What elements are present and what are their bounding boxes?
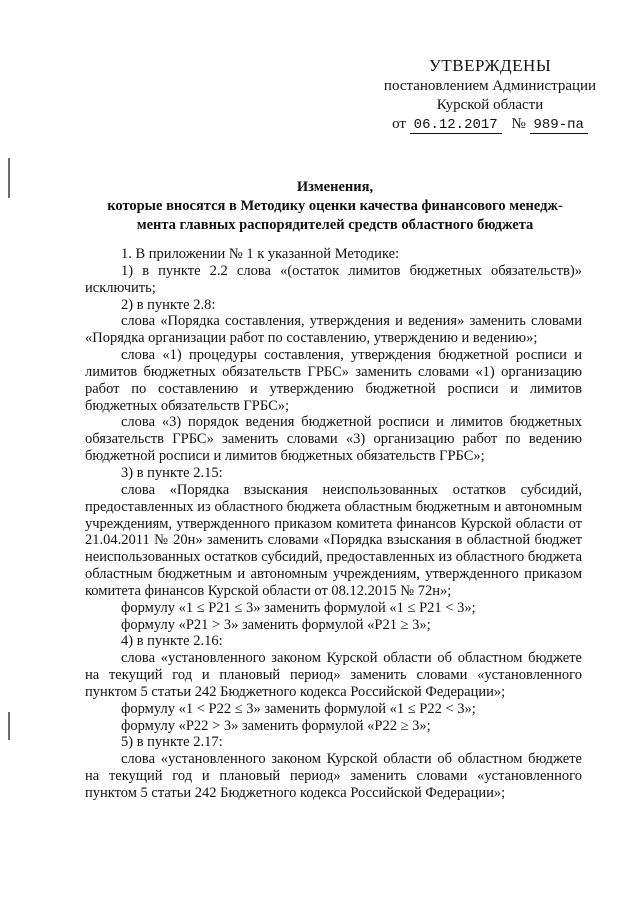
title-line-1: Изменения, <box>296 179 374 195</box>
title-line-3: мента главных распорядителей средств областного бюджета <box>136 217 534 233</box>
paragraph: слова «3) порядок ведения бюджетной росписи и лимитов бюджетных обязательств ГРБС» заменить словами «3) организацию работ по ведению бюджетной росписи и лимитов бюджетных обязательств ГРБС»; <box>85 414 582 465</box>
paragraph: слова «1) процедуры составления, утверждения бюджетной росписи и лимитов бюджетных обязательств ГРБС» заменить словами «1) организацию работ по составлению и утверждению бюджетной росписи и лимитов бюджетных обязательств ГРБС»; <box>85 347 582 414</box>
scan-mark-lower <box>8 712 10 740</box>
paragraph: 1) в пункте 2.2 слова «(остаток лимитов бюджетных обязательств)» исключить; <box>85 262 582 296</box>
approval-region: Курской области <box>436 97 544 113</box>
title-line-2: которые вносятся в Методику оценки качества финансового менедж- <box>107 198 563 214</box>
approval-date: 06.12.2017 <box>410 117 502 134</box>
paragraph: 5) в пункте 2.17: <box>121 734 223 751</box>
paragraph: формулу «P21 > 3» заменить формулой «P21 ≥ 3»; <box>121 616 431 633</box>
paragraph: 1. В приложении № 1 к указанной Методике: <box>121 246 400 262</box>
paragraph: 4) в пункте 2.16: <box>121 633 223 650</box>
approval-stamp <box>360 56 620 135</box>
approval-heading: УТВЕРЖДЕНЫ <box>428 56 552 75</box>
document-title <box>80 178 590 235</box>
paragraph: формулу «1 ≤ P21 ≤ 3» заменить формулой «1 ≤ P21 < 3»; <box>121 599 476 616</box>
paragraph: формулу «P22 > 3» заменить формулой «P22 ≥ 3»; <box>121 717 431 734</box>
paragraph: формулу «1 < P22 ≤ 3» заменить формулой «1 ≤ P22 < 3»; <box>121 700 476 717</box>
date-prefix: от <box>392 116 406 132</box>
paragraph: 2) в пункте 2.8: <box>121 296 216 313</box>
paragraph: слова «Порядка составления, утверждения и ведения» заменить словами «Порядка организации работ по составлению, утверждению и ведению»; <box>85 313 582 347</box>
paragraph: 3) в пункте 2.15: <box>121 464 223 481</box>
approval-number: 989-па <box>530 117 588 134</box>
approval-date-line <box>360 115 620 135</box>
paragraph: слова «установленного законом Курской области об областном бюджете на текущий год и плановый период» заменить словами «установленного пунктом 5 статьи 242 Бюджетного кодекса Российской Федерации»; <box>85 650 582 700</box>
paragraph: слова «Порядка взыскания неиспользованных остатков субсидий, предоставленных из областного бюджета областным бюджетным и автономным учреждениям, утвержденного приказом комитета финансов Курской области от 21.04.2011 № 20н» заменить словами «Порядка взыскания в областной бюджет неиспользованных остатков субсидий, предоставленных из областного бюджета областным бюджетным и автономным учреждениям, утвержденного приказом комитета финансов Курской области от 08.12.2015 № 72н»; <box>85 481 582 599</box>
paragraph: слова «установленного законом Курской области об областном бюджете на текущий год и плановый период» заменить словами «установленного пунктом 5 статьи 242 Бюджетного кодекса Российской Федерации»; <box>85 751 582 801</box>
document-body <box>85 246 582 802</box>
approval-issuer: постановлением Администрации <box>383 78 597 94</box>
scan-mark-upper <box>8 158 10 198</box>
number-prefix: № <box>511 116 526 132</box>
